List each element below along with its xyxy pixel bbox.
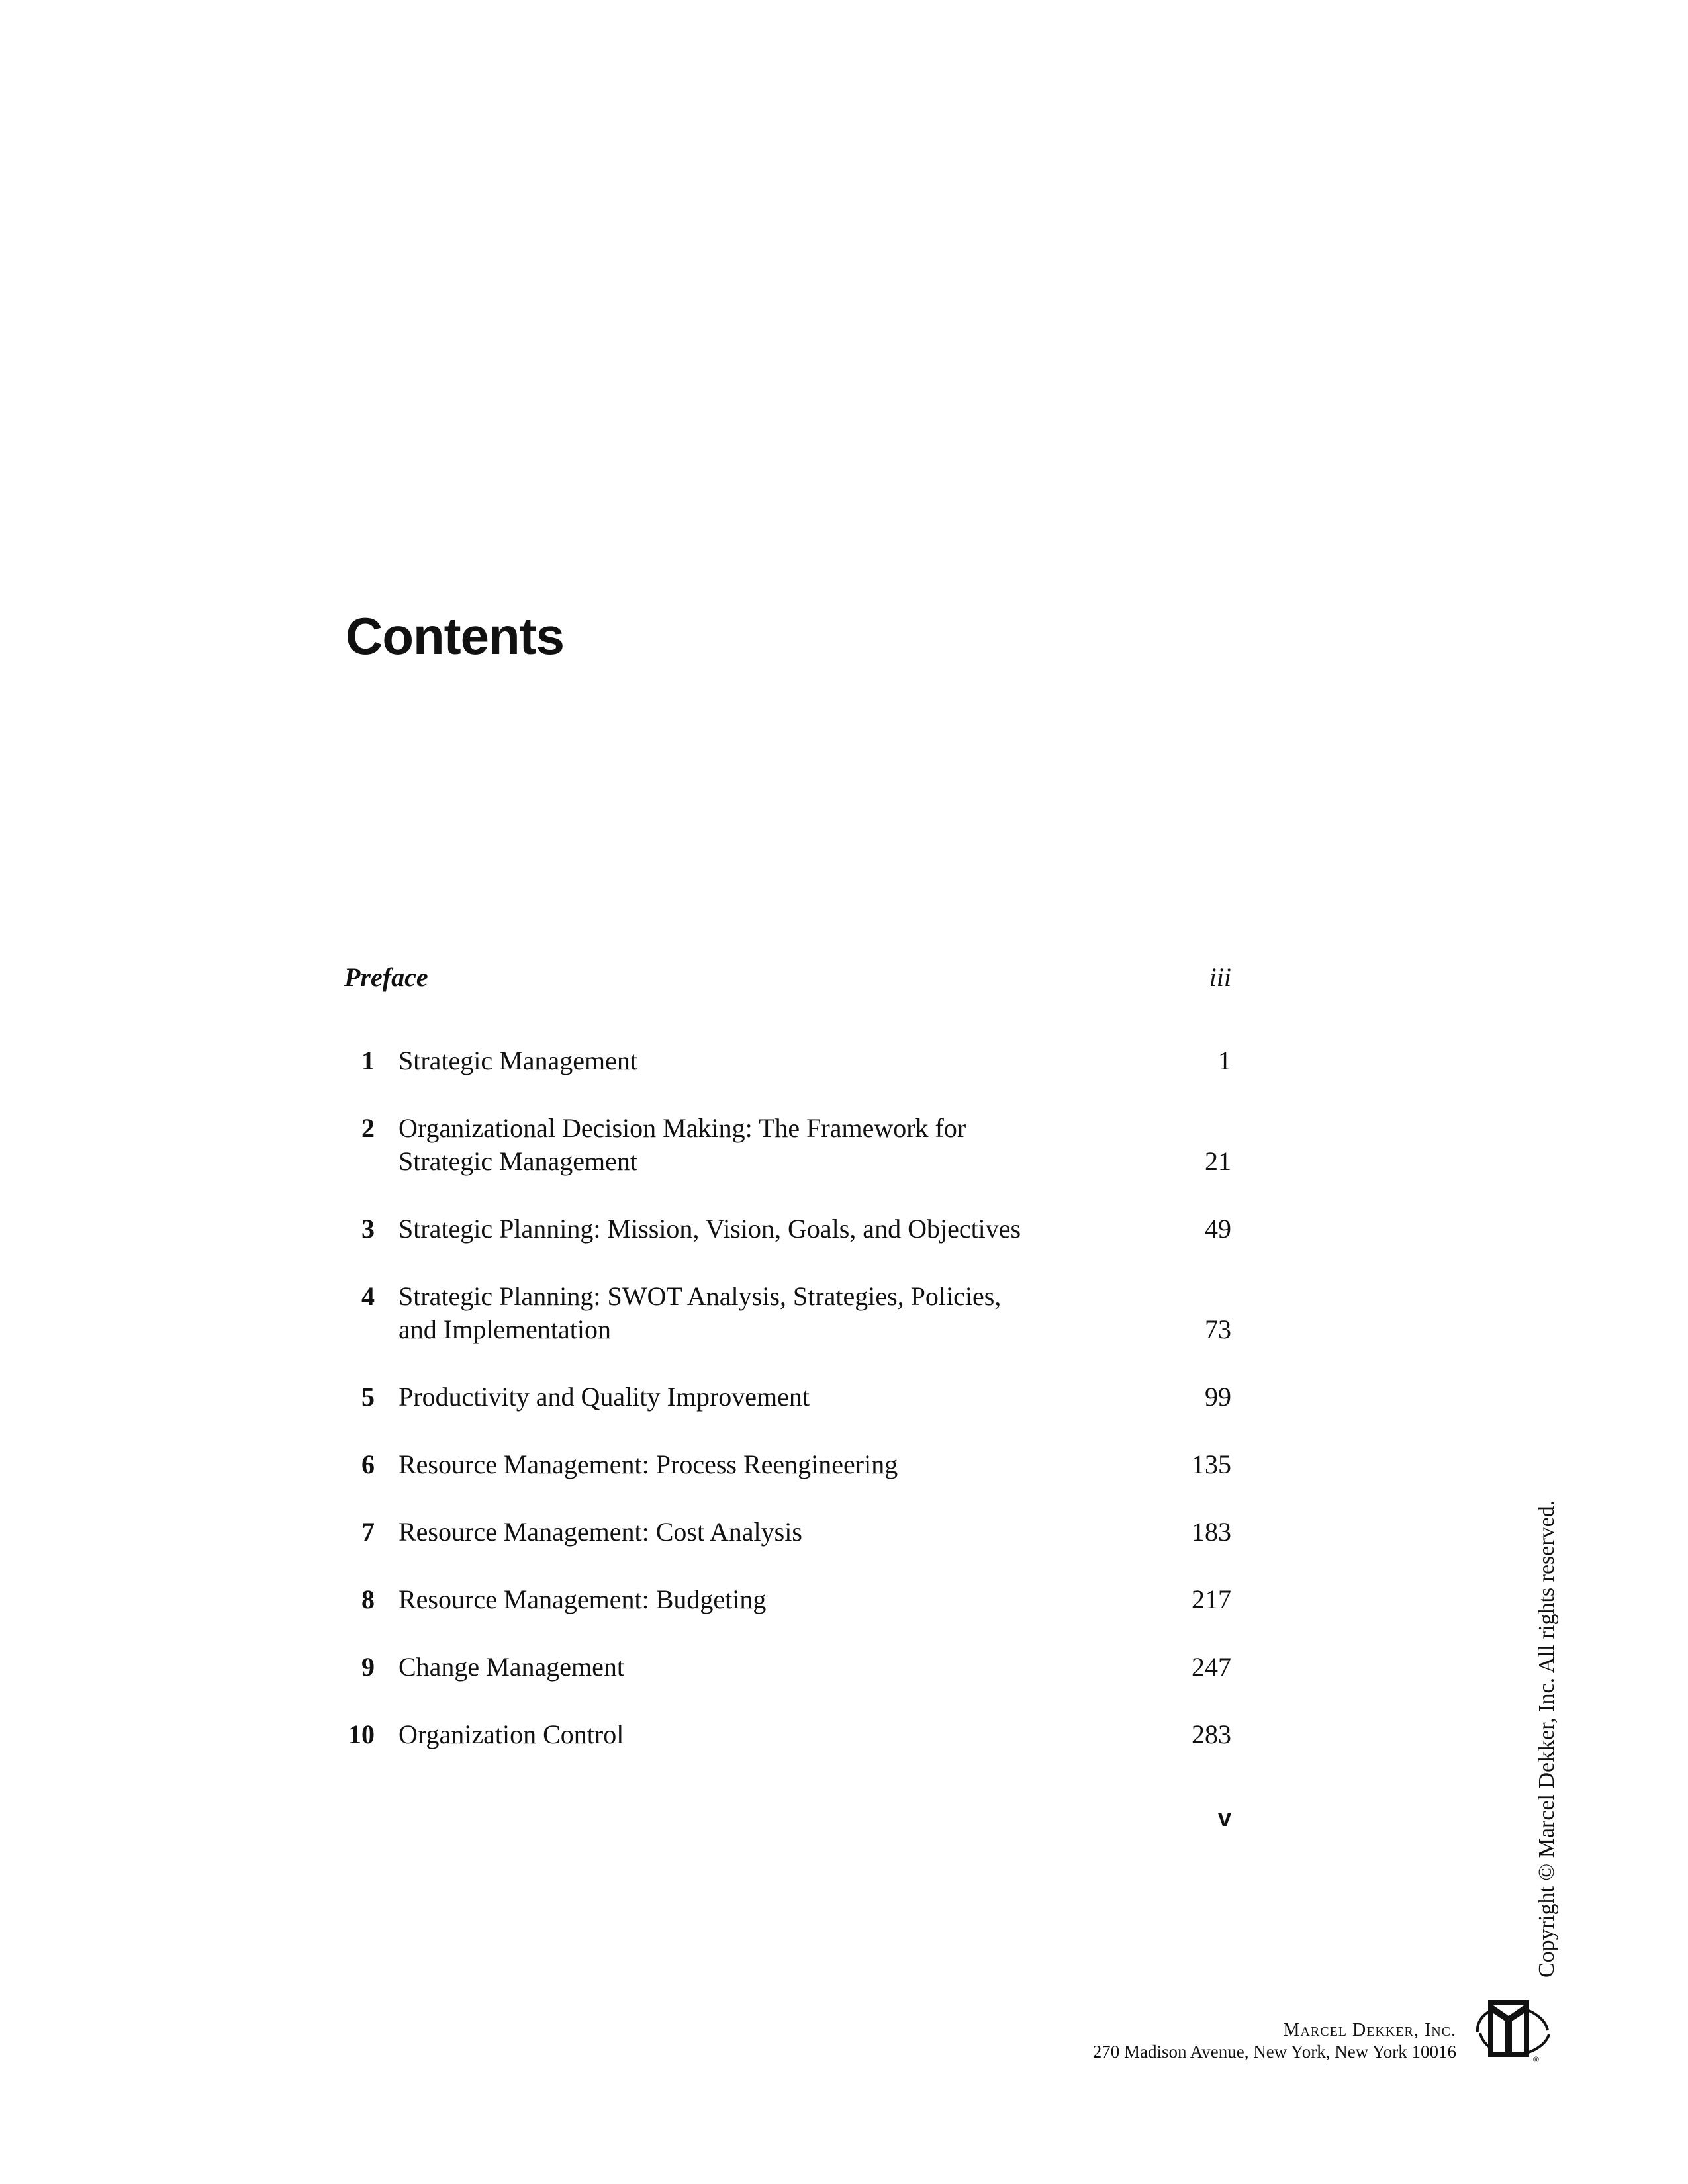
svg-text:®: ®	[1533, 2055, 1539, 2064]
chapter-number: 2	[361, 1113, 375, 1143]
chapter-page-number: 49	[1205, 1214, 1231, 1244]
chapter-title	[375, 1651, 1125, 1684]
preface-label: Preface	[344, 962, 428, 992]
chapter-number: 7	[361, 1517, 375, 1547]
chapter-title	[375, 1516, 1125, 1549]
toc-entry	[344, 1516, 1231, 1549]
chapter-title-line: Organizational Decision Making: The Framework for	[399, 1113, 966, 1143]
chapter-title-line: Strategic Planning: Mission, Vision, Goals, and Objectives	[399, 1214, 1021, 1244]
toc-entry	[344, 1044, 1231, 1077]
chapter-number: 8	[361, 1584, 375, 1614]
preface-page-number: iii	[1209, 962, 1231, 992]
toc-entries	[344, 1044, 1231, 1751]
chapter-title	[375, 1212, 1125, 1246]
chapter-page-number: 183	[1192, 1517, 1231, 1547]
chapter-page-number: 1	[1218, 1046, 1231, 1075]
chapter-title-line: Strategic Management	[399, 1046, 637, 1075]
chapter-title	[375, 1112, 1125, 1178]
chapter-title-line: Strategic Management	[399, 1146, 637, 1176]
chapter-title	[375, 1718, 1125, 1751]
page-title: Contents	[346, 607, 564, 665]
chapter-number: 9	[361, 1652, 375, 1682]
chapter-number: 1	[361, 1046, 375, 1075]
chapter-number: 3	[361, 1214, 375, 1244]
chapter-number: 10	[348, 1719, 375, 1749]
chapter-title-line: Resource Management: Budgeting	[399, 1584, 767, 1614]
toc-entry	[344, 1112, 1231, 1178]
chapter-number: 6	[361, 1449, 375, 1479]
publisher-address: 270 Madison Avenue, New York, New York 10016	[1092, 2042, 1456, 2062]
toc-entry	[344, 1448, 1231, 1481]
publisher-logo-icon	[1474, 1993, 1552, 2065]
publisher-imprint	[1093, 2020, 1456, 2062]
chapter-title	[375, 1583, 1125, 1616]
table-of-contents	[344, 961, 1231, 1786]
chapter-page-number: 283	[1192, 1719, 1231, 1749]
chapter-page-number: 21	[1205, 1146, 1231, 1176]
toc-entry	[344, 1381, 1231, 1414]
chapter-title	[375, 1280, 1125, 1346]
chapter-page-number: 135	[1192, 1449, 1231, 1479]
toc-entry	[344, 1280, 1231, 1346]
chapter-title-line: Organization Control	[399, 1719, 624, 1749]
toc-preface-row	[344, 961, 1231, 994]
chapter-title	[375, 1044, 1125, 1077]
toc-entry	[344, 1212, 1231, 1246]
chapter-title	[375, 1381, 1125, 1414]
chapter-title-line: Resource Management: Cost Analysis	[399, 1517, 802, 1547]
copyright-notice: Copyright © Marcel Dekker, Inc. All rights reserved.	[1534, 1500, 1559, 1978]
chapter-title-line: and Implementation	[399, 1314, 612, 1344]
page-folio: v	[1217, 1804, 1231, 1831]
toc-entry	[344, 1718, 1231, 1751]
chapter-page-number: 247	[1192, 1652, 1231, 1682]
toc-entry	[344, 1651, 1231, 1684]
chapter-title	[375, 1448, 1125, 1481]
toc-entry	[344, 1583, 1231, 1616]
chapter-title-line: Productivity and Quality Improvement	[399, 1382, 810, 1412]
chapter-title-line: Change Management	[399, 1652, 624, 1682]
chapter-page-number: 99	[1205, 1382, 1231, 1412]
chapter-title-line: Resource Management: Process Reengineering	[399, 1449, 898, 1479]
chapter-page-number: 73	[1205, 1314, 1231, 1344]
chapter-page-number: 217	[1192, 1584, 1231, 1614]
chapter-title-line: Strategic Planning: SWOT Analysis, Strategies, Policies,	[399, 1281, 1002, 1311]
publisher-name: Marcel Dekker, Inc.	[1283, 2020, 1456, 2040]
chapter-number: 4	[361, 1281, 375, 1311]
chapter-number: 5	[361, 1382, 375, 1412]
